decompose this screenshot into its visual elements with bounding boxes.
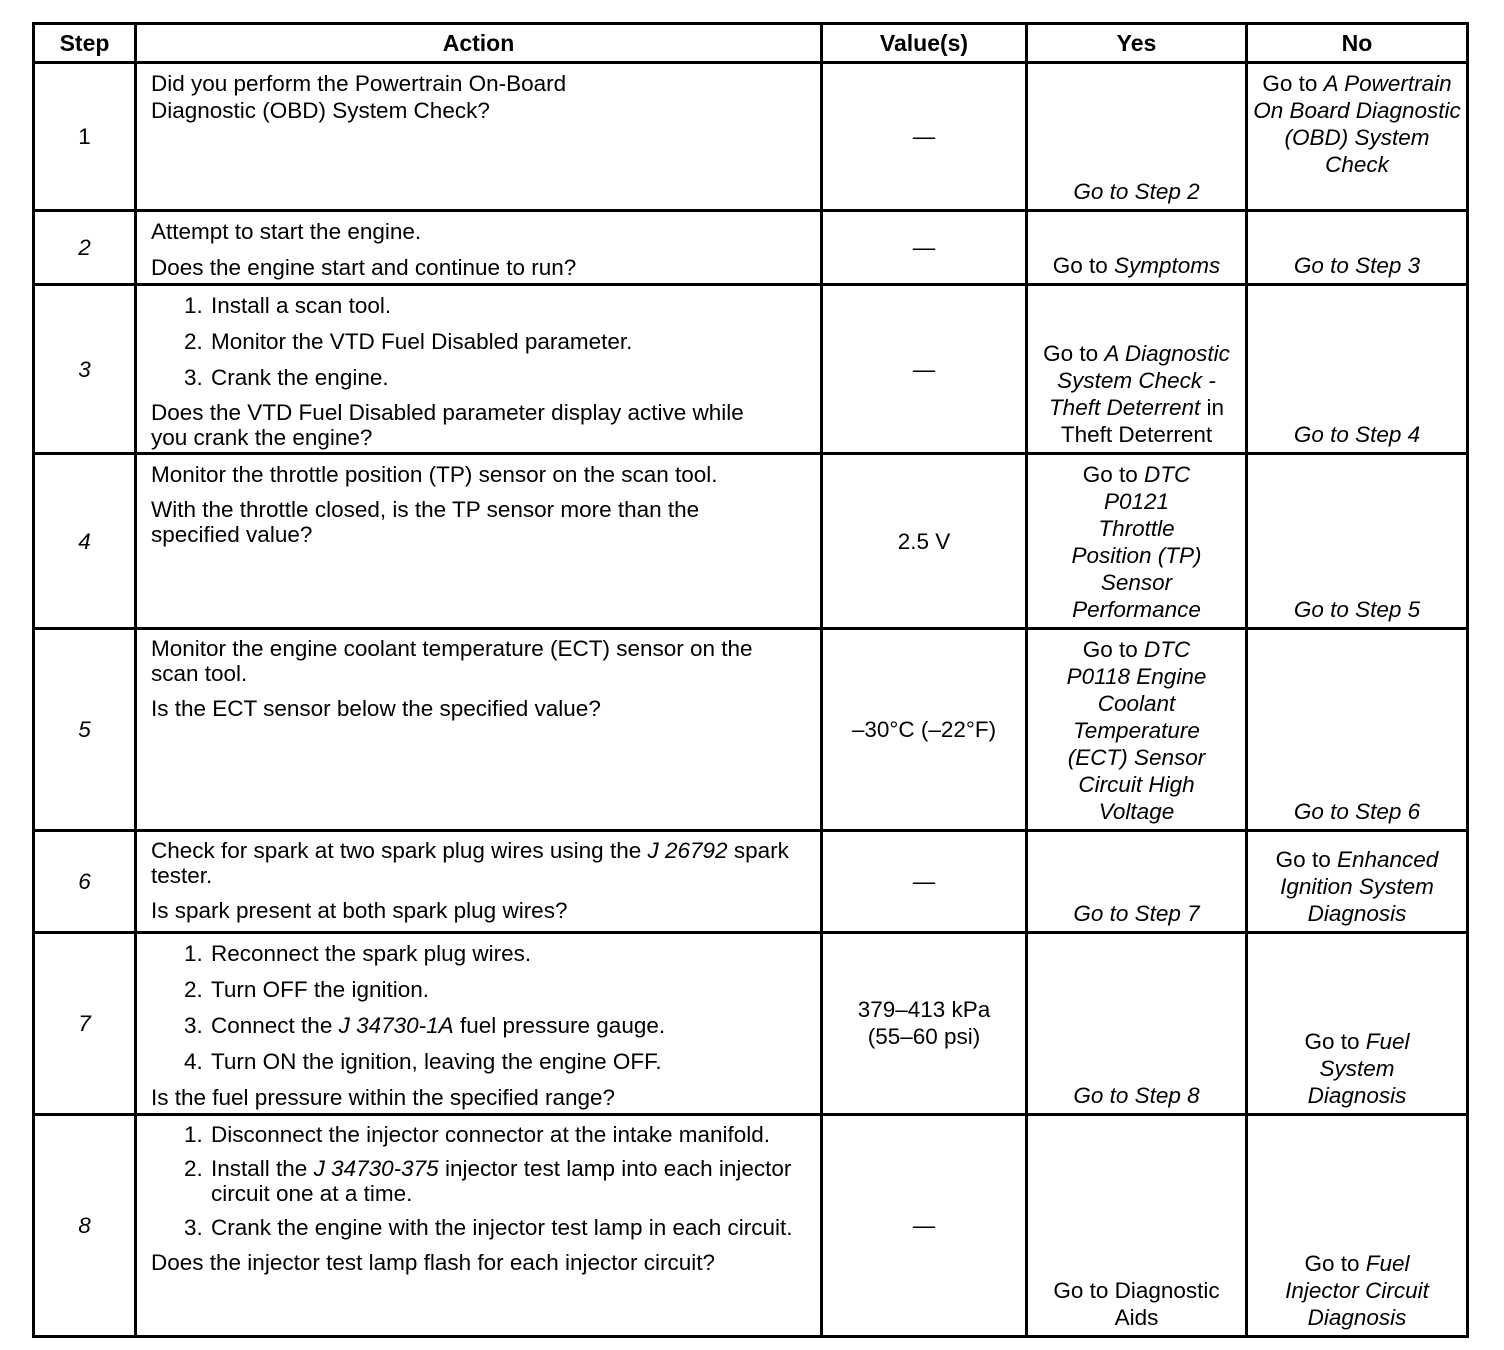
- no-cell: Go to A Powertrain On Board Diagnostic (OBD) System Check: [1247, 63, 1468, 211]
- action-question: Is spark present at both spark plug wires?: [151, 898, 568, 923]
- value-cell: –30°C (–22°F): [822, 629, 1027, 831]
- step-number: 2: [34, 211, 136, 285]
- step-list: [151, 1122, 810, 1240]
- list-item: 1. Reconnect the spark plug wires.: [209, 940, 810, 967]
- action-text: Monitor the throttle position (TP) sensor on the scan tool.: [151, 462, 718, 487]
- header-yes: Yes: [1027, 24, 1247, 63]
- value-cell: 379–413 kPa (55–60 psi): [822, 933, 1027, 1115]
- header-action: Action: [136, 24, 822, 63]
- yes-cell: Go to Symptoms: [1027, 211, 1247, 285]
- header-step: Step: [34, 24, 136, 63]
- action-cell: [136, 1115, 822, 1337]
- action-question: Is the ECT sensor below the specified value?: [151, 696, 601, 721]
- step-number: 1: [34, 63, 136, 211]
- tool-reference: J 26792: [647, 838, 728, 863]
- action-question: Is the fuel pressure within the specified range?: [151, 1085, 616, 1110]
- table-row: [34, 285, 1468, 454]
- yes-cell: Go to Step 8: [1027, 933, 1247, 1115]
- action-cell: [136, 629, 822, 831]
- yes-cell: Go to DTC P0118 Engine Coolant Temperature (ECT) Sensor Circuit High Voltage: [1027, 629, 1247, 831]
- action-text: Monitor the engine coolant temperature (ECT) sensor on the scan tool.: [151, 636, 753, 686]
- action-text: Check for spark at two spark plug wires using the J 26792 spark tester.: [151, 838, 789, 888]
- action-cell: [136, 63, 822, 211]
- step-list: [151, 940, 810, 1075]
- list-item: 2. Turn OFF the ignition.: [209, 976, 810, 1003]
- action-question: Does the engine start and continue to run?: [151, 255, 577, 280]
- no-cell: Go to Fuel System Diagnosis: [1247, 933, 1468, 1115]
- table-row: [34, 211, 1468, 285]
- step-number: 6: [34, 831, 136, 933]
- table-row: [34, 63, 1468, 211]
- action-question: Does the VTD Fuel Disabled parameter display active while you crank the engine?: [151, 400, 744, 450]
- list-item: 2. Install the J 34730-375 injector test lamp into each injector circuit one at a time.: [209, 1156, 810, 1206]
- no-cell: Go to Step 3: [1247, 211, 1468, 285]
- yes-cell: Go to DTC P0121 Throttle Position (TP) Sensor Performance: [1027, 454, 1247, 629]
- tool-reference: J 34730-375: [313, 1156, 439, 1181]
- list-item: 3. Crank the engine with the injector test lamp in each circuit.: [209, 1215, 810, 1240]
- step-list: [151, 292, 810, 391]
- list-item: 1. Install a scan tool.: [209, 292, 810, 319]
- list-item: 1. Disconnect the injector connector at the intake manifold.: [209, 1122, 810, 1147]
- value-cell: —: [822, 831, 1027, 933]
- header-row: [34, 24, 1468, 63]
- step-number: 5: [34, 629, 136, 831]
- step-number: 7: [34, 933, 136, 1115]
- action-question: With the throttle closed, is the TP sensor more than the specified value?: [151, 497, 700, 547]
- no-cell: Go to Fuel Injector Circuit Diagnosis: [1247, 1115, 1468, 1337]
- list-item: 2. Monitor the VTD Fuel Disabled parameter.: [209, 328, 810, 355]
- step-number: 8: [34, 1115, 136, 1337]
- action-cell: [136, 211, 822, 285]
- table-row: [34, 1115, 1468, 1337]
- action-text: Attempt to start the engine.: [151, 219, 422, 244]
- step-number: 3: [34, 285, 136, 454]
- list-item: 3. Connect the J 34730-1A fuel pressure gauge.: [209, 1012, 810, 1039]
- value-cell: —: [822, 211, 1027, 285]
- yes-cell: Go to Step 7: [1027, 831, 1247, 933]
- list-item: 3. Crank the engine.: [209, 364, 810, 391]
- table-row: [34, 831, 1468, 933]
- table-row: [34, 933, 1468, 1115]
- action-question: Does the injector test lamp flash for each injector circuit?: [151, 1250, 716, 1275]
- diagnostic-table: [32, 22, 1469, 1338]
- value-cell: [822, 63, 1027, 211]
- no-cell: Go to Step 6: [1247, 629, 1468, 831]
- value-cell: 2.5 V: [822, 454, 1027, 629]
- value-cell: —: [822, 285, 1027, 454]
- header-no: No: [1247, 24, 1468, 63]
- action-cell: [136, 454, 822, 629]
- table-row: [34, 629, 1468, 831]
- action-text: Did you perform the Powertrain On-Board Diagnostic (OBD) System Check?: [151, 71, 567, 123]
- yes-cell: Go to A Diagnostic System Check - Theft Deterrent in Theft Deterrent: [1027, 285, 1247, 454]
- no-cell: Go to Step 4: [1247, 285, 1468, 454]
- value-dash: —: [912, 124, 936, 149]
- table-row: [34, 454, 1468, 629]
- no-cell: Go to Enhanced Ignition System Diagnosis: [1247, 831, 1468, 933]
- no-cell: Go to Step 5: [1247, 454, 1468, 629]
- header-values: Value(s): [822, 24, 1027, 63]
- action-cell: [136, 933, 822, 1115]
- list-item: 4. Turn ON the ignition, leaving the engine OFF.: [209, 1048, 810, 1075]
- yes-cell: Go to Step 2: [1027, 63, 1247, 211]
- yes-cell: Go to Diagnostic Aids: [1027, 1115, 1247, 1337]
- action-cell: [136, 831, 822, 933]
- step-number: 4: [34, 454, 136, 629]
- action-cell: [136, 285, 822, 454]
- value-cell: —: [822, 1115, 1027, 1337]
- tool-reference: J 34730-1A: [338, 1013, 454, 1038]
